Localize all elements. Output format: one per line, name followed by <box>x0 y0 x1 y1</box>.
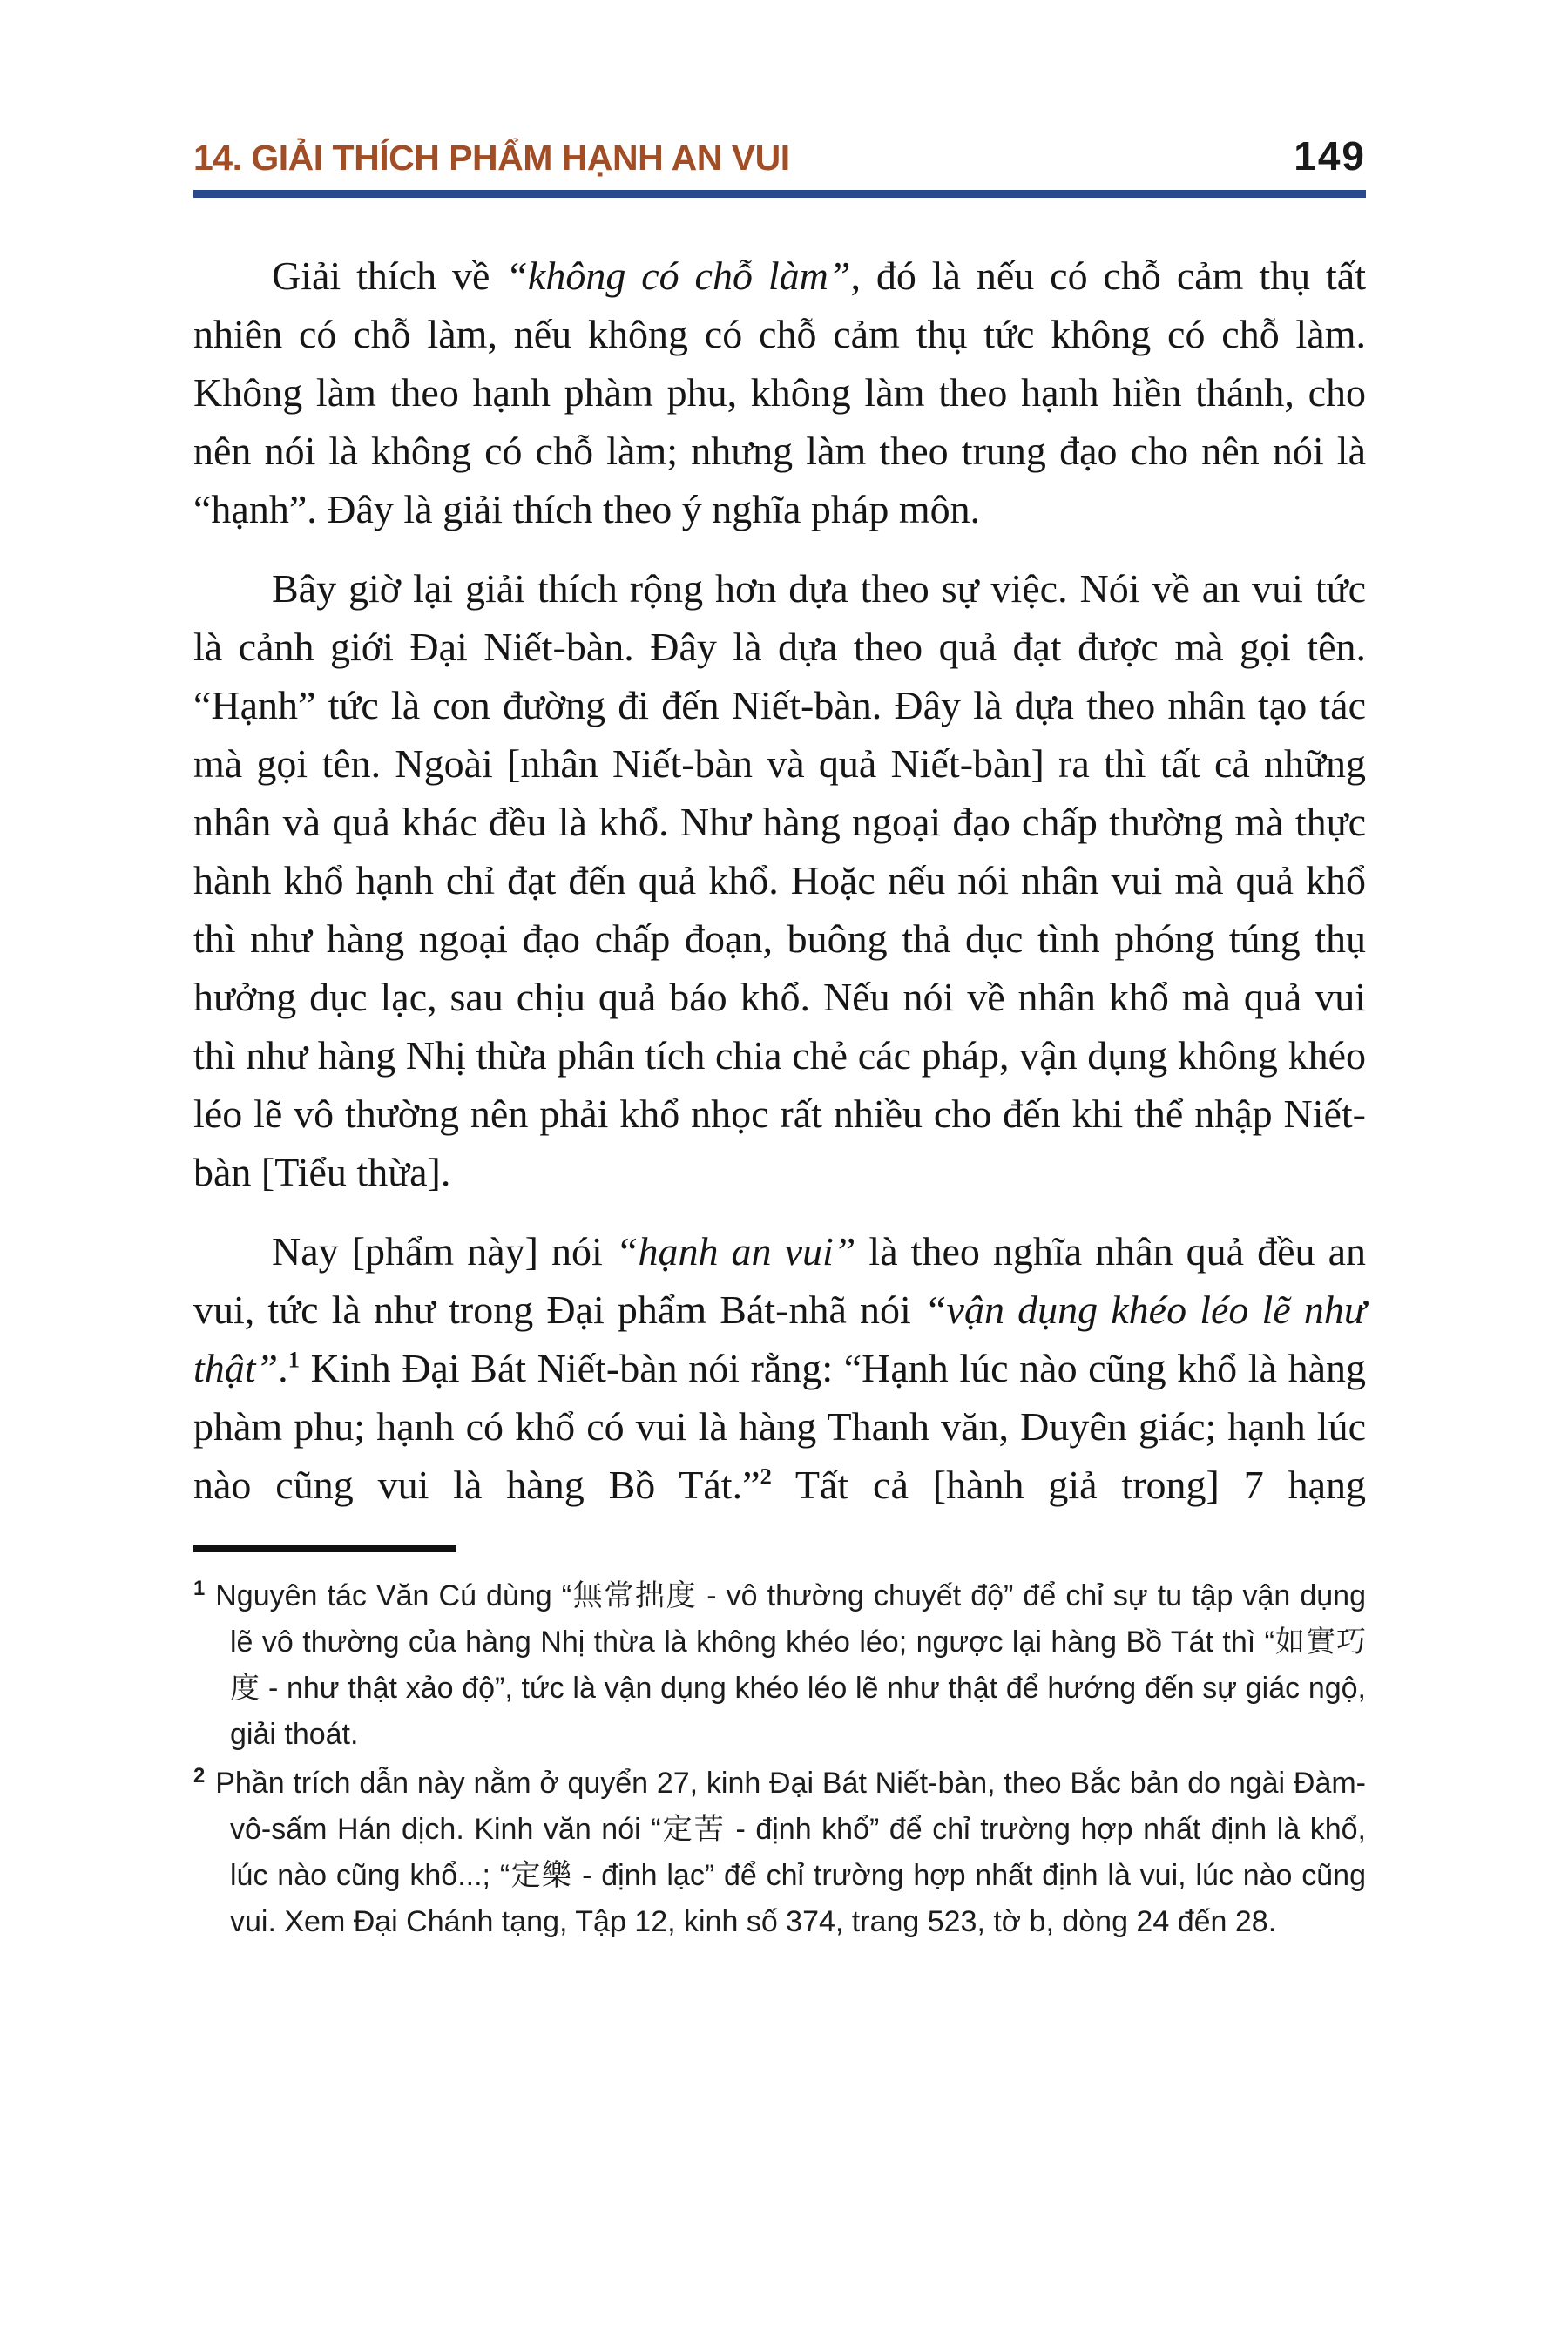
text-segment: Bây giờ lại giải thích rộng hơn dựa theo sự việc. Nói về an vui tức là cảnh giới Đại Niết-bàn. Đây là dựa theo quả đạt được mà gọi tên. “Hạnh” tức là con đường đi đến Niết-bàn. Đây là dựa theo nhân tạo tác mà gọi tên. Ngoài [nhân Niết-bàn và quả Niết-bàn] ra thì tất cả những nhân và quả khác đều là khổ. Như hàng ngoại đạo chấp thường mà thực hành khổ hạnh chỉ đạt đến quả khổ. Hoặc nếu nói nhân vui mà quả khổ thì như hàng ngoại đạo chấp đoạn, buông thả dục tình phóng túng thụ hưởng dục lạc, sau chịu quả báo khổ. Nếu nói về nhân khổ mà quả vui thì như hàng Nhị thừa phân tích chia chẻ các pháp, vận dụng không khéo léo lẽ vô thường nên phải khổ nhọc rất nhiều cho đến khi thể nhập Niết-bàn [Tiểu thừa]. <box>193 566 1366 1194</box>
footnote <box>193 1761 1366 1945</box>
text-segment: Tất cả [hành giả trong] 7 hạng <box>771 1463 1366 1507</box>
text-segment: “hạnh an vui” <box>615 1229 856 1274</box>
text-segment: Giải thích về <box>272 253 506 298</box>
header-rule <box>193 190 1366 198</box>
running-header-title: 14. GIẢI THÍCH PHẨM HẠNH AN VUI <box>193 138 790 178</box>
footnote-reference: 1 <box>287 1346 300 1373</box>
footnote-text: Nguyên tác Văn Cú dùng “無常拙度 - vô thường chuyết độ” để chỉ sự tu tập vận dụng lẽ vô thường của hàng Nhị thừa là không khéo léo; ngược lại hàng Bồ Tát thì “如實巧度 - như thật xảo độ”, tức là vận dụng khéo léo lẽ như thật để hướng đến sự giác ngộ, giải thoát. <box>215 1579 1366 1751</box>
footnote-reference: 2 <box>760 1463 772 1490</box>
text-segment: . <box>278 1346 288 1390</box>
paragraph <box>193 247 1366 538</box>
text-segment: “không có chỗ làm” <box>505 253 851 298</box>
text-segment: Kinh Đại Bát Niết-bàn nói rằng: “Hạnh lúc nào cũng khổ là hàng phàm phu; hạnh có khổ có vui là hàng Thanh văn, Duyên giác; hạnh lúc nào cũng vui là hàng Bồ Tát.” <box>193 1346 1366 1507</box>
text-segment: là theo nghĩa nhân quả đều an vui, tức là như trong Đại phẩm Bát-nhã nói <box>193 1229 1367 1332</box>
footnote-marker: 2 <box>193 1763 206 1788</box>
footnote-text: Phần trích dẫn này nằm ở quyển 27, kinh Đại Bát Niết-bàn, theo Bắc bản do ngài Đàm-vô-sấm Hán dịch. Kinh văn nói “定苦 - định khổ” để chỉ trường hợp nhất định là khổ, lúc nào cũng khổ...; “定樂 - định lạc” để chỉ trường hợp nhất định là vui, lúc nào cũng vui. Xem Đại Chánh tạng, Tập 12, kinh số 374, trang 523, tờ b, dòng 24 đến 28. <box>215 1767 1366 1938</box>
body-text <box>193 247 1366 1514</box>
page-number: 149 <box>1294 133 1366 179</box>
paragraph <box>193 559 1366 1201</box>
footnote-separator <box>193 1545 456 1552</box>
text-segment: Nay [phẩm này] nói <box>272 1229 616 1274</box>
paragraph <box>193 1222 1366 1514</box>
text-segment: , đó là nếu có chỗ cảm thụ tất nhiên có chỗ làm, nếu không có chỗ cảm thụ tức không có chỗ làm. Không làm theo hạnh phàm phu, không làm theo hạnh hiền thánh, cho nên nói là không có chỗ làm; nhưng làm theo trung đạo cho nên nói là “hạnh”. Đây là giải thích theo ý nghĩa pháp môn. <box>193 253 1367 531</box>
page-header <box>193 132 1366 179</box>
text-segment: “vận dụng khéo léo lẽ như thật” <box>193 1288 1366 1390</box>
footnotes <box>193 1573 1366 1945</box>
footnote <box>193 1573 1366 1758</box>
footnote-marker: 1 <box>193 1576 206 1600</box>
